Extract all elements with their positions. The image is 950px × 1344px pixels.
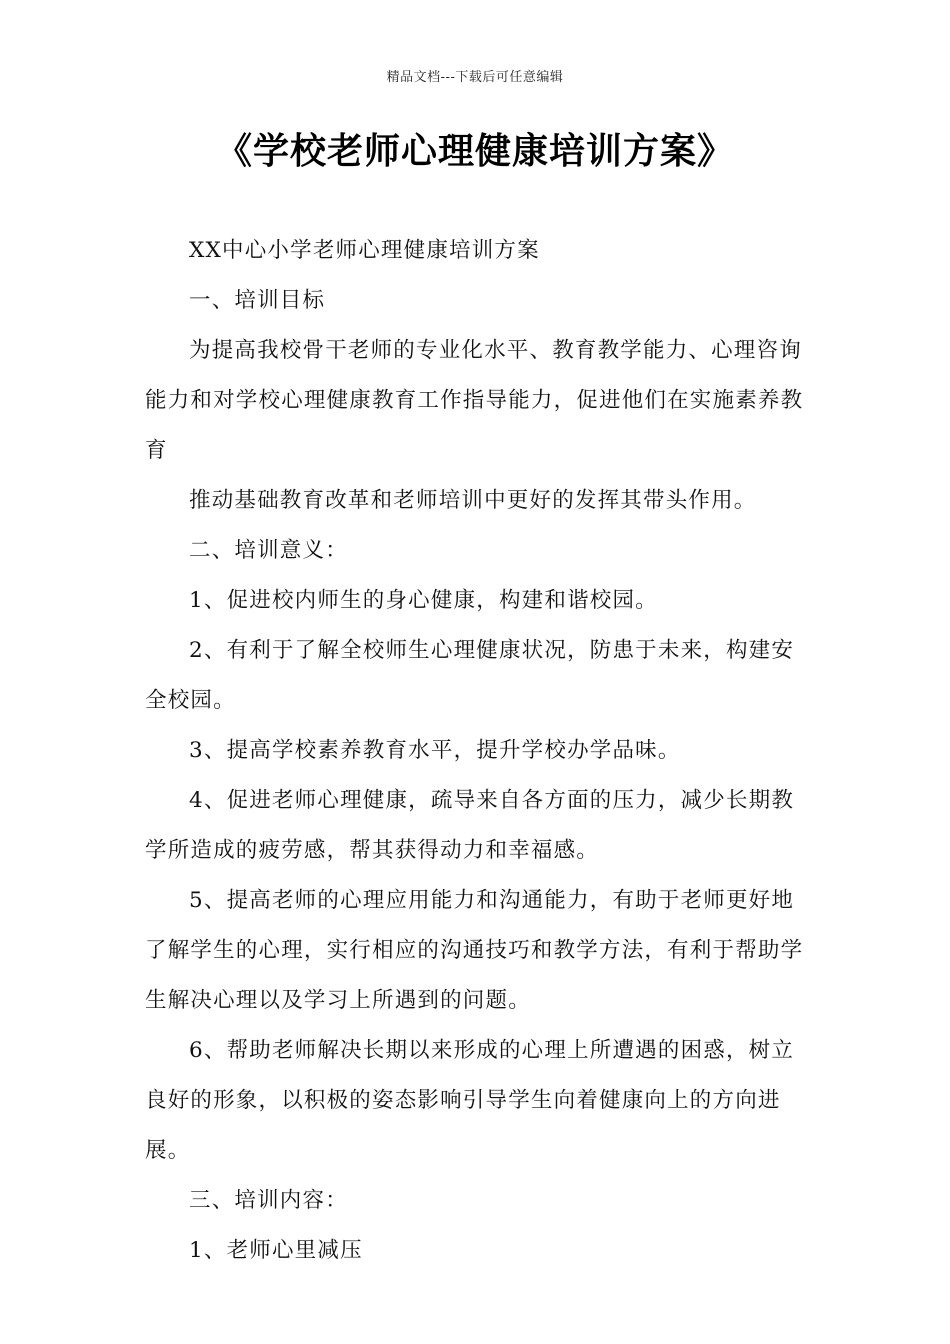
section-heading-training-significance: 二、培训意义： — [189, 538, 348, 563]
list-item-significance-1: 1、促进校内师生的身心健康，构建和谐校园。 — [189, 588, 658, 613]
paragraph-training-goals-continued: 推动基础教育改革和老师培训中更好的发挥其带头作用。 — [189, 488, 757, 513]
list-item-significance-2: 2、有利于了解全校师生心理健康状况，防患于未来，构建安全校园。 — [145, 638, 795, 713]
paragraph-school-plan-title: XX中心小学老师心理健康培训方案 — [189, 238, 540, 263]
list-item-significance-5: 5、提高老师的心理应用能力和沟通能力，有助于老师更好地了解学生的心理，实行相应的沟通技巧和教学方法，有利于帮助学生解决心理以及学习上所遇到的问题。 — [145, 888, 804, 1013]
header-note: 精品文档---下载后可任意编辑 — [386, 70, 564, 85]
document-body — [145, 226, 807, 1276]
list-item-significance-6: 6、帮助老师解决长期以来形成的心理上所遭遇的困惑，树立良好的形象，以积极的姿态影响引导学生向着健康向上的方向进展。 — [145, 1038, 795, 1163]
paragraph-training-goals: 为提高我校骨干老师的专业化水平、教育教学能力、心理咨询能力和对学校心理健康教育工作指导能力，促进他们在实施素养教育 — [145, 338, 804, 463]
list-item-content-1: 1、老师心里减压 — [189, 1238, 363, 1263]
list-item-significance-3: 3、提高学校素养教育水平，提升学校办学品味。 — [189, 738, 681, 763]
section-heading-training-content: 三、培训内容： — [189, 1188, 348, 1213]
section-heading-training-goals: 一、培训目标 — [189, 288, 326, 313]
document-title: 《学校老师心理健康培训方案》 — [215, 131, 734, 172]
list-item-significance-4: 4、促进老师心理健康，疏导来自各方面的压力，减少长期教学所造成的疲劳感，帮其获得动力和幸福感。 — [145, 788, 795, 863]
